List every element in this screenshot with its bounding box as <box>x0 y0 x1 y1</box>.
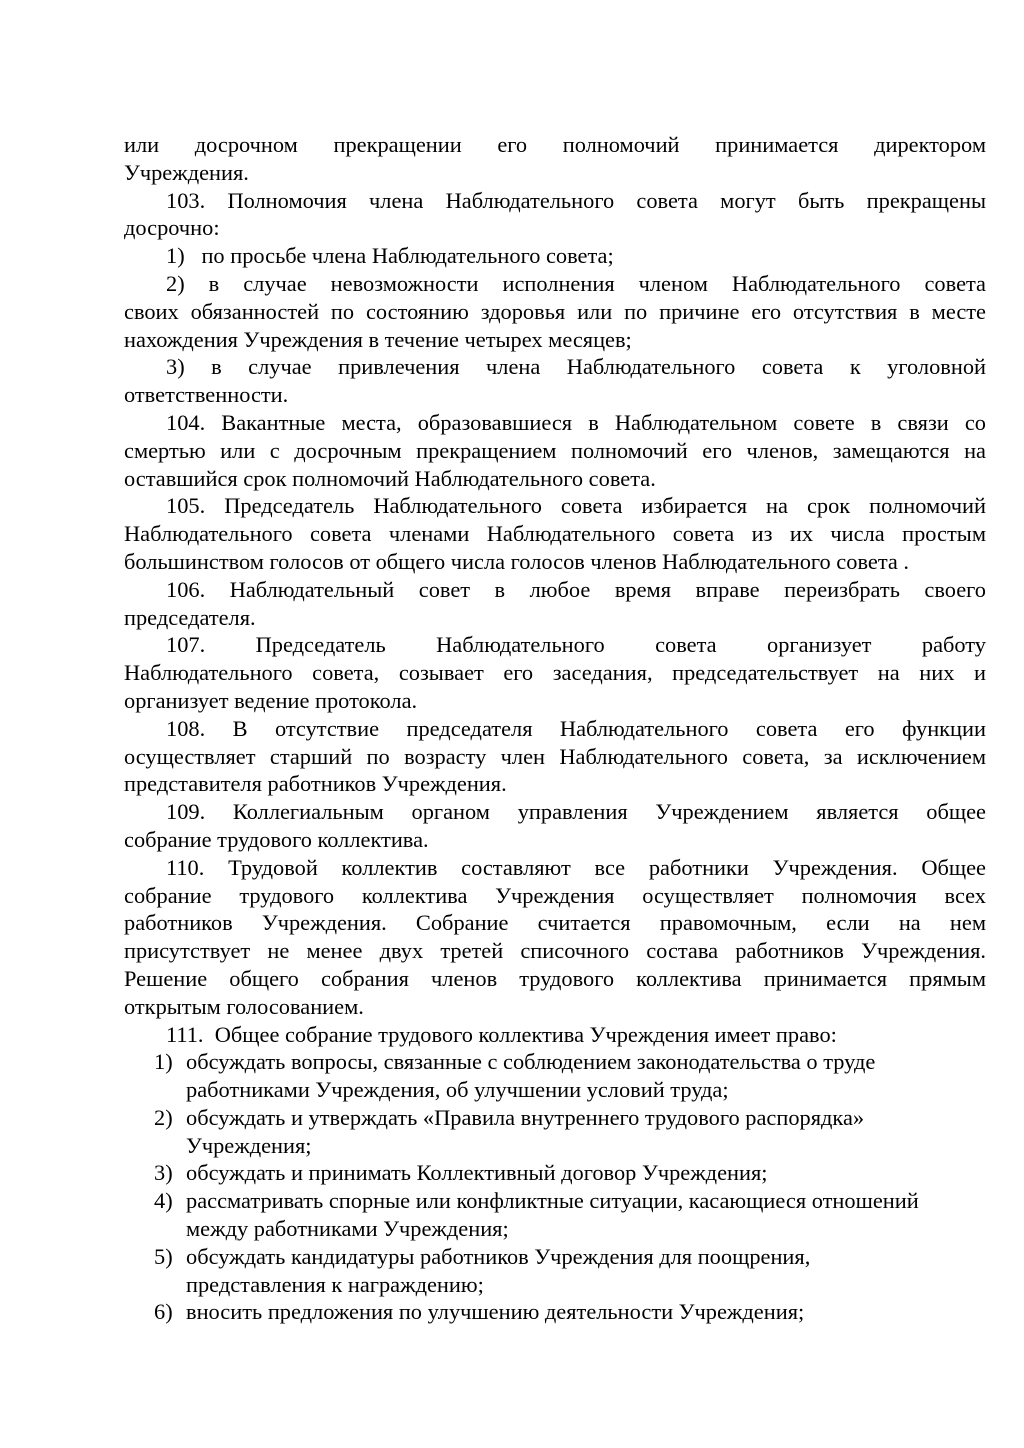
text-line: Наблюдательного совета, созывает его заседания, председательствует на них и <box>124 660 986 686</box>
paragraph-106 <box>124 576 986 632</box>
text-line: большинством голосов от общего числа голосов членов Наблюдательного совета . <box>124 548 910 574</box>
paragraph-109 <box>124 798 986 854</box>
paragraph-105 <box>124 492 986 575</box>
paragraph-103-item-3 <box>124 353 986 409</box>
text-line: Учреждения. <box>124 159 249 185</box>
text-line: 104. Вакантные места, образовавшиеся в Наблюдательном совете в связи со <box>166 409 986 435</box>
text-line: открытым голосованием. <box>124 993 364 1019</box>
text-line: представления к награждению; <box>186 1271 484 1297</box>
text-line: смертью или с досрочным прекращением полномочий его членов, замещаются на <box>124 437 986 463</box>
text-line: обсуждать и утверждать «Правила внутреннего трудового распорядка» <box>186 1104 865 1130</box>
text-line: Учреждения; <box>186 1132 312 1158</box>
text-line: организует ведение протокола. <box>124 687 418 713</box>
paragraph-103-item-1 <box>124 242 986 270</box>
list-item <box>124 1243 986 1299</box>
list-item-number: 1) <box>154 1049 173 1075</box>
list-item <box>124 1298 986 1326</box>
text-line: своих обязанностей по состоянию здоровья или по причине его отсутствия в месте <box>124 298 986 324</box>
text-line: Наблюдательного совета членами Наблюдательного совета из их числа простым <box>124 521 986 547</box>
text-line: досрочно: <box>124 215 220 241</box>
text-line: рассматривать спорные или конфликтные ситуации, касающиеся отношений <box>186 1188 919 1214</box>
text-line: работников Учреждения. Собрание считается правомочным, если на нем <box>124 910 986 936</box>
text-line: обсуждать и принимать Коллективный договор Учреждения; <box>186 1160 768 1186</box>
text-line: собрание трудового коллектива. <box>124 826 429 852</box>
document-page <box>124 131 986 1326</box>
text-line: Решение общего собрания членов трудового коллектива принимается прямым <box>124 965 986 991</box>
paragraph-continuation <box>124 131 986 187</box>
list-item-number: 4) <box>154 1188 173 1214</box>
list-item <box>124 1187 986 1243</box>
text-line: 106. Наблюдательный совет в любое время вправе переизбрать своего <box>166 576 986 602</box>
text-line: нахождения Учреждения в течение четырех месяцев; <box>124 326 632 352</box>
text-line: или досрочном прекращении его полномочий принимается директором <box>124 132 986 157</box>
text-line: 110. Трудовой коллектив составляют все работники Учреждения. Общее <box>166 854 986 880</box>
text-line: ответственности. <box>124 382 289 408</box>
text-line: оставшийся срок полномочий Наблюдательного совета. <box>124 465 656 491</box>
list-item <box>124 1048 986 1104</box>
list-item-number: 5) <box>154 1243 173 1269</box>
list-item-number: 3) <box>154 1160 173 1186</box>
text-line: 109. Коллегиальным органом управления Учреждением является общее <box>166 799 986 825</box>
text-line: между работниками Учреждения; <box>186 1216 509 1242</box>
paragraph-108 <box>124 715 986 798</box>
text-line: осуществляет старший по возрасту член Наблюдательного совета, за исключением <box>124 743 986 769</box>
paragraph-110 <box>124 854 986 1021</box>
text-line: вносить предложения по улучшению деятельности Учреждения; <box>186 1299 805 1325</box>
text-line: представителя работников Учреждения. <box>124 771 507 797</box>
list-item-number: 6) <box>154 1299 173 1325</box>
paragraph-111 <box>124 1021 986 1049</box>
list-item <box>124 1104 986 1160</box>
list-111 <box>124 1048 986 1326</box>
text-line: 103. Полномочия члена Наблюдательного совета могут быть прекращены <box>166 187 986 213</box>
text-line: председателя. <box>124 604 256 630</box>
text-line: 1) по просьбе члена Наблюдательного совета; <box>166 243 614 269</box>
text-line: обсуждать кандидатуры работников Учреждения для поощрения, <box>186 1243 811 1269</box>
list-item-number: 2) <box>154 1104 173 1130</box>
text-line: 105. Председатель Наблюдательного совета избирается на срок полномочий <box>166 493 986 519</box>
paragraph-104 <box>124 409 986 492</box>
text-line: обсуждать вопросы, связанные с соблюдением законодательства о труде <box>186 1049 876 1075</box>
text-line: работниками Учреждения, об улучшении условий труда; <box>186 1077 729 1103</box>
text-line: присутствует не менее двух третей списочного состава работников Учреждения. <box>124 938 986 964</box>
text-line: собрание трудового коллектива Учреждения осуществляет полномочия всех <box>124 882 986 908</box>
text-line: 108. В отсутствие председателя Наблюдательного совета его функции <box>166 715 986 741</box>
paragraph-103 <box>124 187 986 243</box>
list-item <box>124 1159 986 1187</box>
paragraph-107 <box>124 631 986 714</box>
text-line: 3) в случае привлечения члена Наблюдательного совета к уголовной <box>166 354 986 380</box>
text-line: 2) в случае невозможности исполнения членом Наблюдательного совета <box>166 270 986 296</box>
paragraph-103-item-2 <box>124 270 986 353</box>
text-line: 107. Председатель Наблюдательного совета организует работу <box>166 632 986 658</box>
text-line: 111. Общее собрание трудового коллектива Учреждения имеет право: <box>166 1021 837 1047</box>
